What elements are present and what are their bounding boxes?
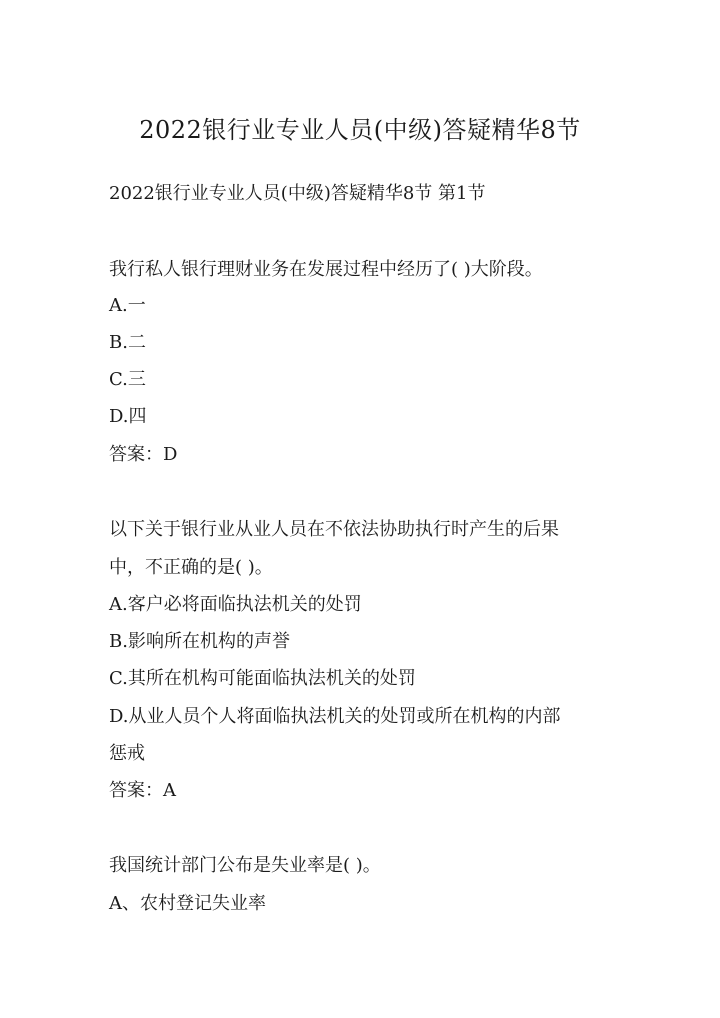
- question-2-stem-line-2: 中，不正确的是( )。: [109, 557, 273, 578]
- question-3-stem: 我国统计部门公布是失业率是( )。: [109, 855, 381, 876]
- question-2-option-b: B.影响所在机构的声誉: [109, 631, 290, 652]
- question-1-option-a: A.一: [109, 295, 146, 316]
- question-1-stem: 我行私人银行理财业务在发展过程中经历了( )大阶段。: [109, 259, 543, 280]
- question-2-option-d-line-1: D.从业人员个人将面临执法机关的处罚或所在机构的内部: [109, 706, 561, 727]
- question-1-option-b: B.二: [109, 332, 146, 353]
- question-2-answer: 答案：A: [109, 780, 176, 801]
- question-1-option-d: D.四: [109, 406, 147, 427]
- question-2-stem-line-1: 以下关于银行业从业人员在不依法协助执行时产生的后果: [109, 519, 559, 540]
- question-1-option-c: C.三: [109, 369, 146, 390]
- question-2-option-a: A.客户必将面临执法机关的处罚: [109, 594, 362, 615]
- document-title: 2022银行业专业人员(中级)答疑精华8节: [139, 116, 581, 144]
- question-1-answer: 答案：D: [109, 444, 178, 465]
- question-2-option-c: C.其所在机构可能面临执法机关的处罚: [109, 668, 416, 689]
- section-subtitle: 2022银行业专业人员(中级)答疑精华8节 第1节: [109, 183, 486, 204]
- question-2-option-d-line-2: 惩戒: [109, 743, 145, 764]
- question-3-option-a: A、农村登记失业率: [109, 893, 266, 914]
